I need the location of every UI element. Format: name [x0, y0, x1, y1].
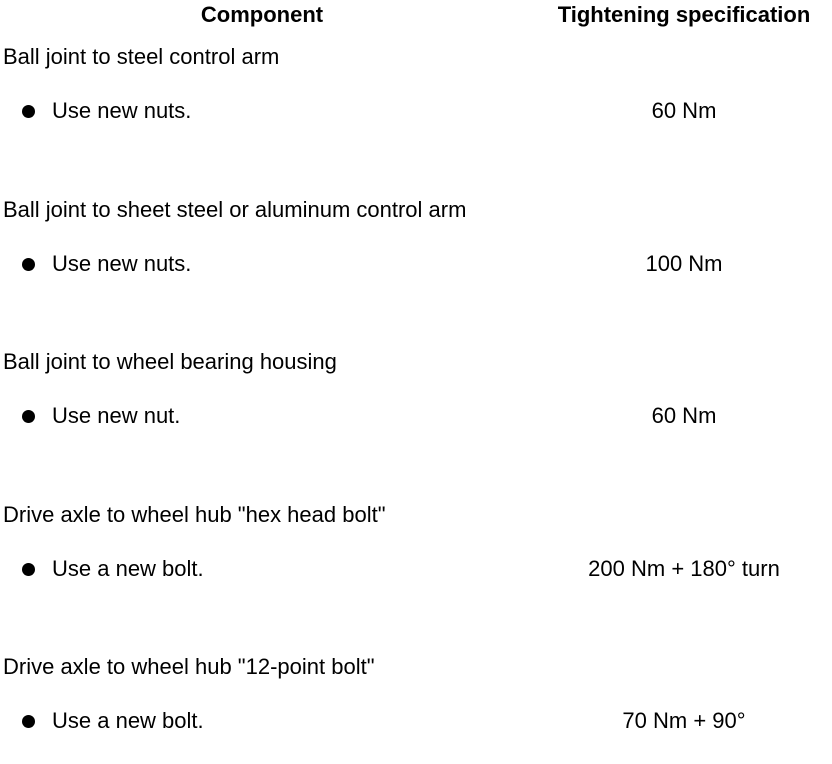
torque-value: 60 Nm	[651, 98, 717, 123]
bullet-icon	[22, 715, 35, 728]
table-row	[0, 44, 832, 154]
torque-value: 100 Nm	[645, 251, 723, 276]
header-component: Component	[200, 2, 324, 27]
torque-value: 60 Nm	[651, 403, 717, 428]
torque-value: 200 Nm + 180° turn	[588, 556, 780, 581]
table-row	[0, 654, 832, 764]
note-row	[0, 403, 832, 429]
bullet-icon	[22, 563, 35, 576]
note-row	[0, 98, 832, 124]
table-row	[0, 197, 832, 307]
note-text: Use a new bolt.	[52, 708, 204, 733]
note-row	[0, 251, 832, 277]
note-text: Use a new bolt.	[52, 556, 204, 581]
bullet-icon	[22, 258, 35, 271]
torque-value: 70 Nm + 90°	[622, 708, 746, 733]
component-label: Drive axle to wheel hub "12-point bolt"	[3, 654, 375, 679]
note-row	[0, 708, 832, 734]
component-label: Ball joint to wheel bearing housing	[3, 349, 337, 374]
note-text: Use new nut.	[52, 403, 181, 428]
component-label: Ball joint to steel control arm	[3, 44, 280, 69]
bullet-icon	[22, 105, 35, 118]
component-label: Drive axle to wheel hub "hex head bolt"	[3, 502, 386, 527]
component-label: Ball joint to sheet steel or aluminum control arm	[3, 197, 467, 222]
note-text: Use new nuts.	[52, 98, 192, 123]
table-row	[0, 349, 832, 459]
bullet-icon	[22, 410, 35, 423]
header-tightening-specification: Tightening specification	[557, 2, 811, 27]
note-row	[0, 556, 832, 582]
note-text: Use new nuts.	[52, 251, 192, 276]
table-row	[0, 502, 832, 612]
